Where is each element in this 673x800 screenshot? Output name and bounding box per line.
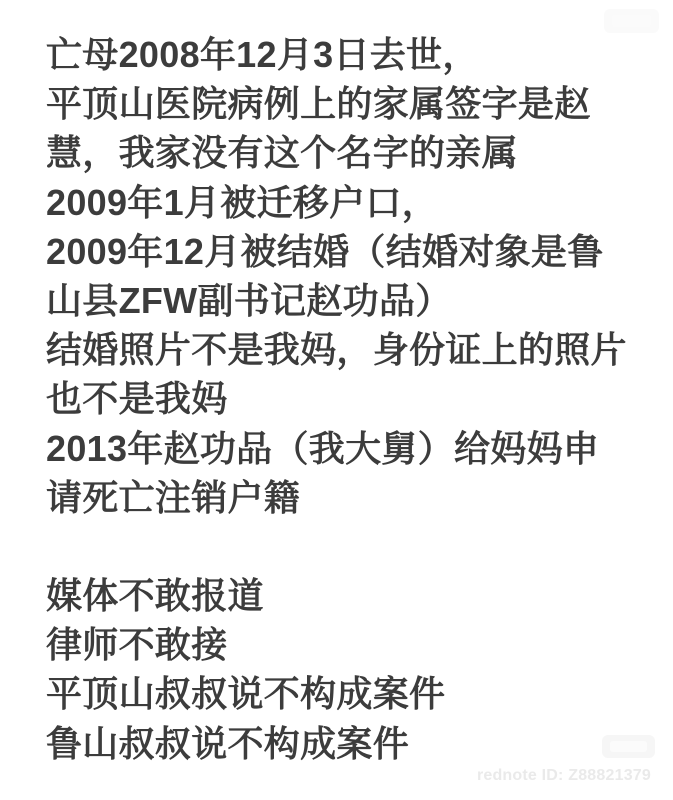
text-line: 平顶山叔叔说不构成案件 [46,673,446,715]
text-line: 2009年12月被结婚（结婚对象是鲁 [46,230,604,272]
rednote-id-watermark: rednote ID: Z88821379 [476,767,651,784]
text-line: 也不是我妈 [46,378,228,420]
text-line: 结婚照片不是我妈，身份证上的照片 [46,329,627,371]
watermark-badge-glyph [612,15,651,27]
text-line: 2009年1月被迁移户口， [46,181,439,223]
text-line: 平顶山医院病例上的家属签字是赵 [46,83,591,125]
text-line: 律师不敢接 [46,624,228,666]
text-line: 鲁山叔叔说不构成案件 [46,722,410,764]
text-line: 2013年赵功品（我大舅）给妈妈申 [46,427,600,469]
text-line: 亡母2008年12月3日去世， [46,34,479,75]
rednote-logo-badge [602,735,655,758]
text-line-blank [46,522,673,571]
post-text-body [46,30,673,768]
rednote-logo-glyph [610,741,647,752]
text-line: 请死亡注销户籍 [46,476,301,518]
text-line: 媒体不敢报道 [46,575,264,617]
text-line: 山县ZFW副书记赵功品） [46,279,452,321]
text-line: 慧，我家没有这个名字的亲属 [46,132,518,174]
